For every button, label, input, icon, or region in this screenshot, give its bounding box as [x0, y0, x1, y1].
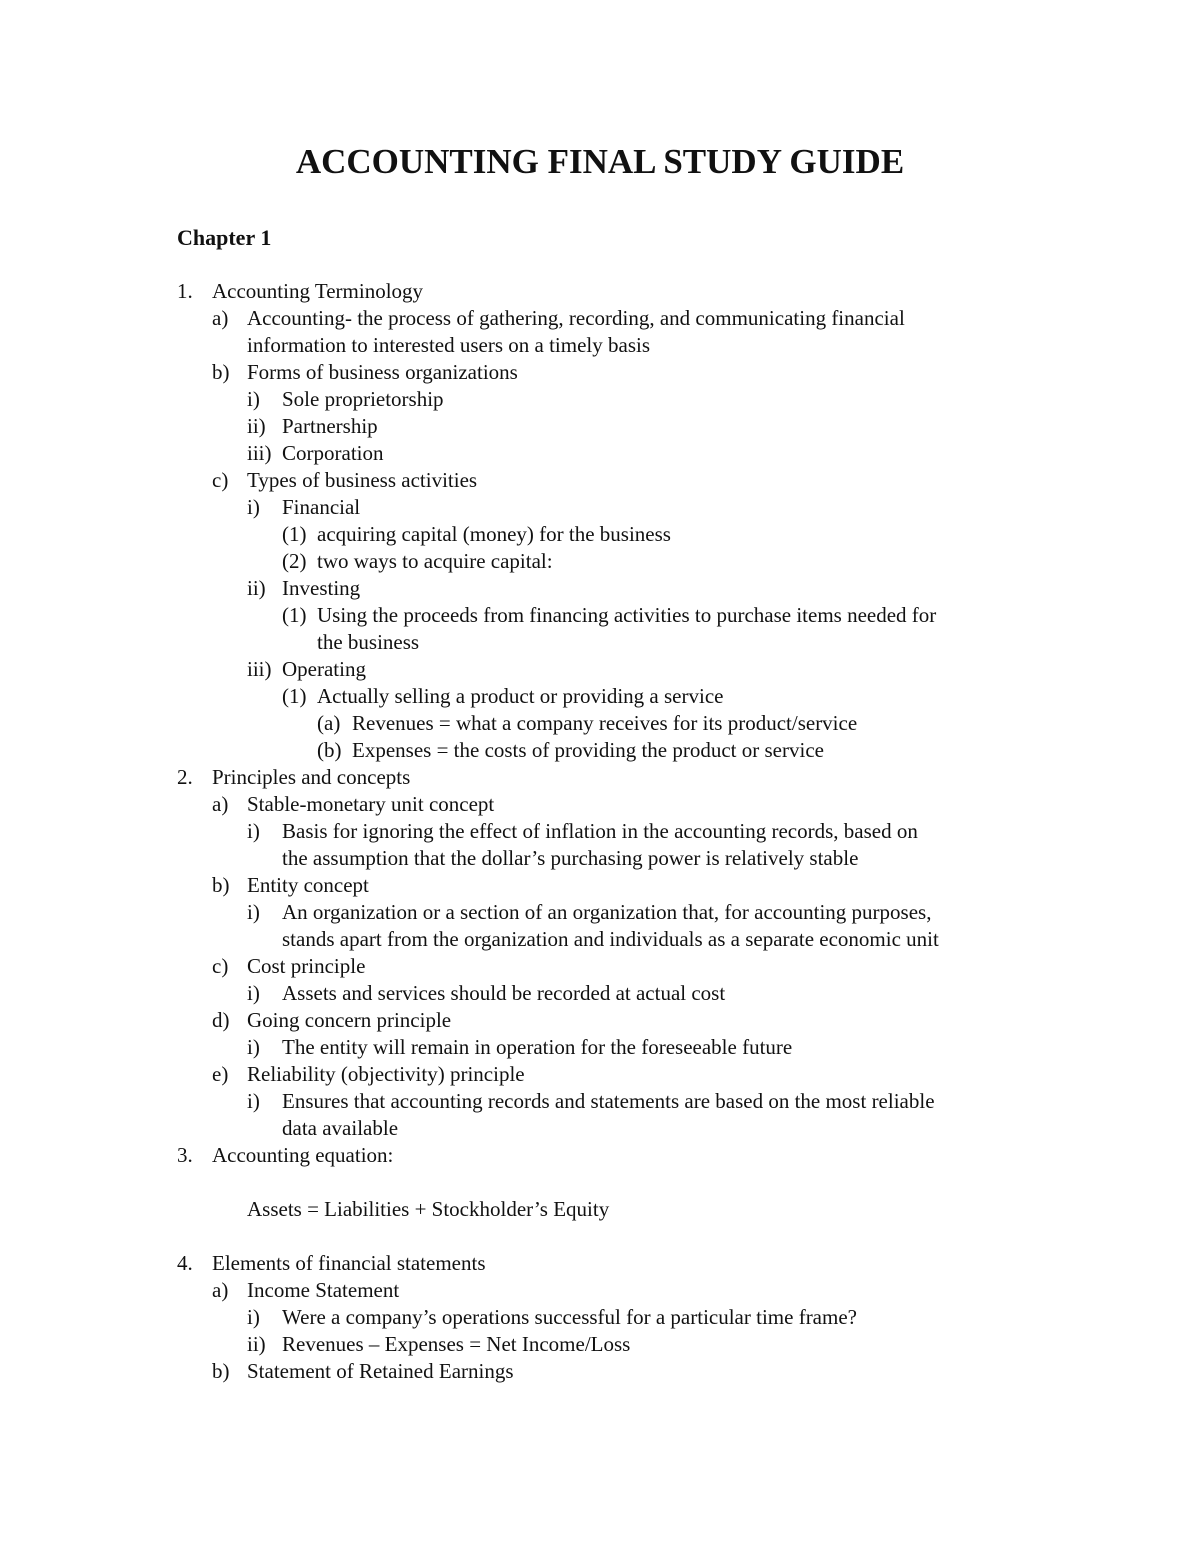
outline-text: Investing — [282, 576, 361, 600]
outline-text: Accounting- the process of gathering, recording, and communicating financial — [247, 306, 905, 330]
outline-text: Going concern principle — [247, 1008, 452, 1032]
outline-text: information to interested users on a timely basis — [247, 333, 650, 357]
outline-marker: c) — [212, 954, 229, 978]
outline-marker: i) — [247, 495, 260, 519]
outline-marker: d) — [212, 1008, 230, 1032]
outline-marker: iii) — [247, 441, 272, 465]
outline-text: Principles and concepts — [212, 765, 411, 789]
outline-text: data available — [282, 1116, 399, 1140]
outline-text: An organization or a section of an organization that, for accounting purposes, — [282, 900, 932, 924]
outline-text: Income Statement — [247, 1278, 400, 1302]
outline-marker: 1. — [177, 279, 193, 303]
outline-text: Actually selling a product or providing a service — [317, 684, 724, 708]
outline-text: Reliability (objectivity) principle — [247, 1062, 525, 1086]
outline-marker: c) — [212, 468, 229, 492]
outline-text: Revenues – Expenses = Net Income/Loss — [282, 1332, 631, 1356]
outline-text: Elements of financial statements — [212, 1251, 486, 1275]
outline-text: Expenses = the costs of providing the product or service — [352, 738, 824, 762]
outline-text: acquiring capital (money) for the business — [317, 522, 671, 546]
outline-text: Cost principle — [247, 954, 366, 978]
outline-marker: ii) — [247, 414, 266, 438]
outline-marker: i) — [247, 819, 260, 843]
outline-text: Financial — [282, 495, 361, 519]
outline-text: Accounting equation: — [212, 1143, 394, 1167]
equation-text: Assets = Liabilities + Stockholder’s Equity — [247, 1197, 610, 1221]
outline-text: Basis for ignoring the effect of inflation in the accounting records, based on — [282, 819, 918, 843]
outline-marker: 3. — [177, 1143, 193, 1167]
outline-text: Stable-monetary unit concept — [247, 792, 495, 816]
outline-text: Ensures that accounting records and statements are based on the most reliable — [282, 1089, 935, 1113]
page-title: ACCOUNTING FINAL STUDY GUIDE — [295, 142, 905, 181]
outline-marker: i) — [247, 1089, 260, 1113]
outline-marker: ii) — [247, 1332, 266, 1356]
outline-marker: (1) — [282, 603, 307, 627]
outline-text: Assets and services should be recorded at actual cost — [282, 981, 726, 1005]
outline-text: Forms of business organizations — [247, 360, 518, 384]
outline-marker: i) — [247, 1035, 260, 1059]
outline-text: Accounting Terminology — [212, 279, 424, 303]
outline-marker: ii) — [247, 576, 266, 600]
outline-marker: (1) — [282, 522, 307, 546]
outline-text: Revenues = what a company receives for its product/service — [352, 711, 858, 735]
outline-marker: (b) — [317, 738, 342, 762]
outline-text: Sole proprietorship — [282, 387, 444, 411]
outline-text: two ways to acquire capital: — [317, 549, 553, 573]
outline-marker: i) — [247, 900, 260, 924]
outline-text: Statement of Retained Earnings — [247, 1359, 514, 1383]
outline-marker: i) — [247, 981, 260, 1005]
outline-text: Entity concept — [247, 873, 369, 897]
outline-marker: b) — [212, 873, 230, 897]
outline-marker: e) — [212, 1062, 229, 1086]
outline-text: Operating — [282, 657, 366, 681]
outline-marker: b) — [212, 1359, 230, 1383]
outline-marker: a) — [212, 306, 229, 330]
outline-text: stands apart from the organization and individuals as a separate economic unit — [282, 927, 939, 951]
outline-text: Using the proceeds from financing activities to purchase items needed for — [317, 603, 937, 627]
outline-marker: b) — [212, 360, 230, 384]
outline-text: Partnership — [282, 414, 378, 438]
outline-text: The entity will remain in operation for the foreseeable future — [282, 1035, 793, 1059]
outline-marker: i) — [247, 387, 260, 411]
outline-text: Types of business activities — [247, 468, 478, 492]
outline-marker: (1) — [282, 684, 307, 708]
outline-marker: 4. — [177, 1251, 193, 1275]
outline-marker: iii) — [247, 657, 272, 681]
outline-text: the assumption that the dollar’s purchasing power is relatively stable — [282, 846, 859, 870]
outline-marker: i) — [247, 1305, 260, 1329]
outline-text: Were a company’s operations successful for a particular time frame? — [282, 1305, 857, 1329]
outline-text: Corporation — [282, 441, 384, 465]
outline-marker: (2) — [282, 549, 307, 573]
outline-marker: a) — [212, 1278, 229, 1302]
outline-text: the business — [317, 630, 420, 654]
outline-marker: a) — [212, 792, 229, 816]
outline-marker: (a) — [317, 711, 341, 735]
chapter-heading: Chapter 1 — [177, 225, 272, 250]
outline-marker: 2. — [177, 765, 193, 789]
